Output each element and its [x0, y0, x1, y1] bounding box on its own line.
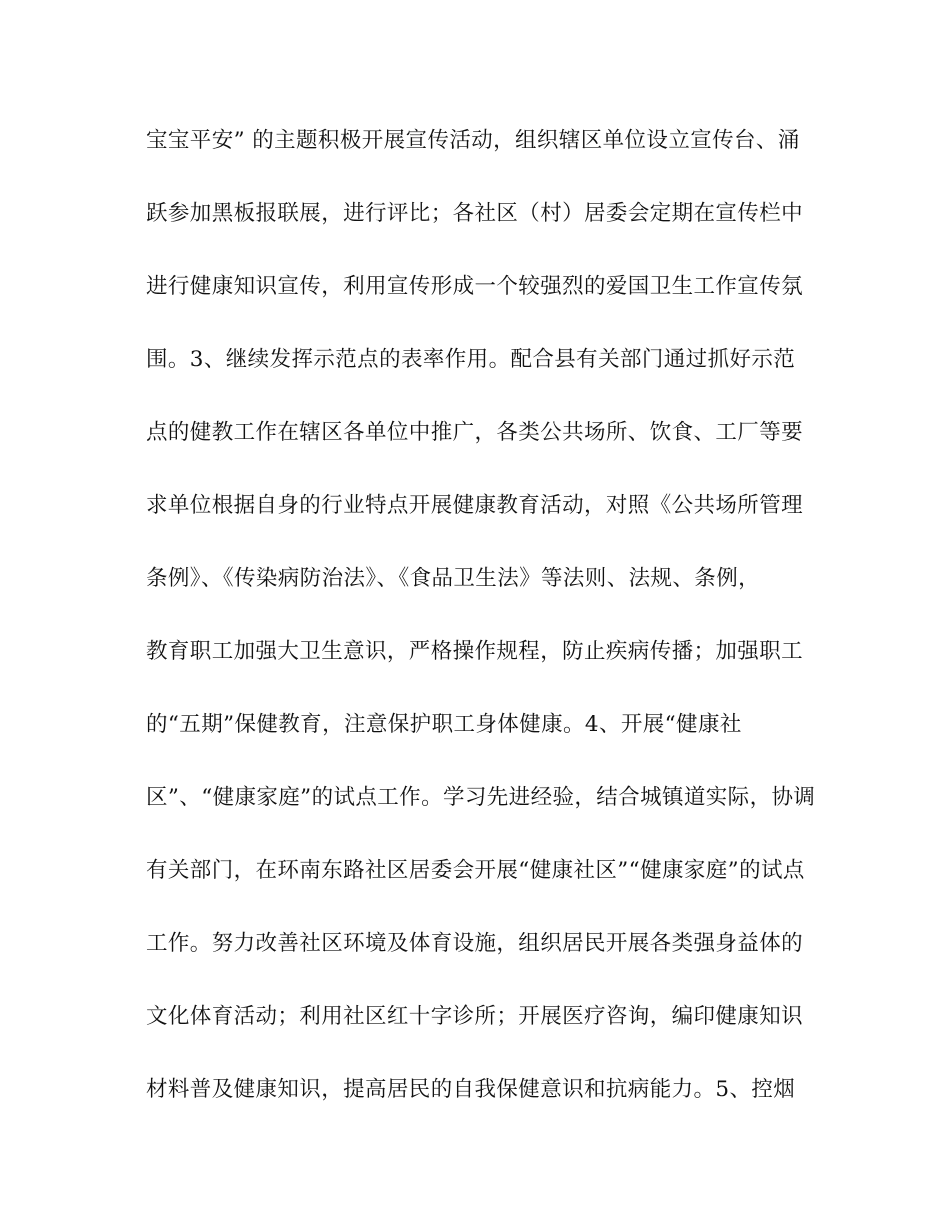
text-line: 的“五期”保健教育，注意保护职工身体健康。4、开展“健康社: [146, 712, 742, 737]
text-line: 工作。努力改善社区环境及体育设施，组织居民开展各类强身益体的: [146, 931, 804, 956]
text-line: 求单位根据自身的行业特点开展健康教育活动，对照《公共场所管理: [146, 493, 804, 518]
text-line: 点的健教工作在辖区各单位中推广，各类公共场所、饮食、工厂等要: [146, 420, 804, 445]
text-line: 条例》、《传染病防治法》、《食品卫生法》等法则、法规、条例，: [146, 566, 761, 591]
text-line: 文化体育活动；利用社区红十字诊所；开展医疗咨询，编印健康知识: [146, 1004, 804, 1029]
text-line: 材料普及健康知识，提高居民的自我保健意识和抗病能力。5、控烟: [146, 1077, 796, 1102]
text-line: 跃参加黑板报联展，进行评比；各社区（村）居委会定期在宣传栏中: [146, 201, 804, 226]
text-line: 进行健康知识宣传，利用宣传形成一个较强烈的爱国卫生工作宣传氛: [146, 274, 804, 299]
text-line: 区”、“健康家庭”的试点工作。学习先进经验，结合城镇道实际，协调: [146, 785, 816, 810]
body-text: [146, 121, 816, 1143]
text-line: 教育职工加强大卫生意识，严格操作规程，防止疾病传播；加强职工: [146, 639, 804, 664]
text-line: 宝宝平安” 的主题积极开展宣传活动，组织辖区单位设立宣传台、涌: [146, 128, 800, 153]
text-line: 围。3、继续发挥示范点的表率作用。配合县有关部门通过抓好示范: [146, 347, 796, 372]
text-line: 有关部门，在环南东路社区居委会开展“健康社区”“健康家庭”的试点: [146, 858, 805, 883]
